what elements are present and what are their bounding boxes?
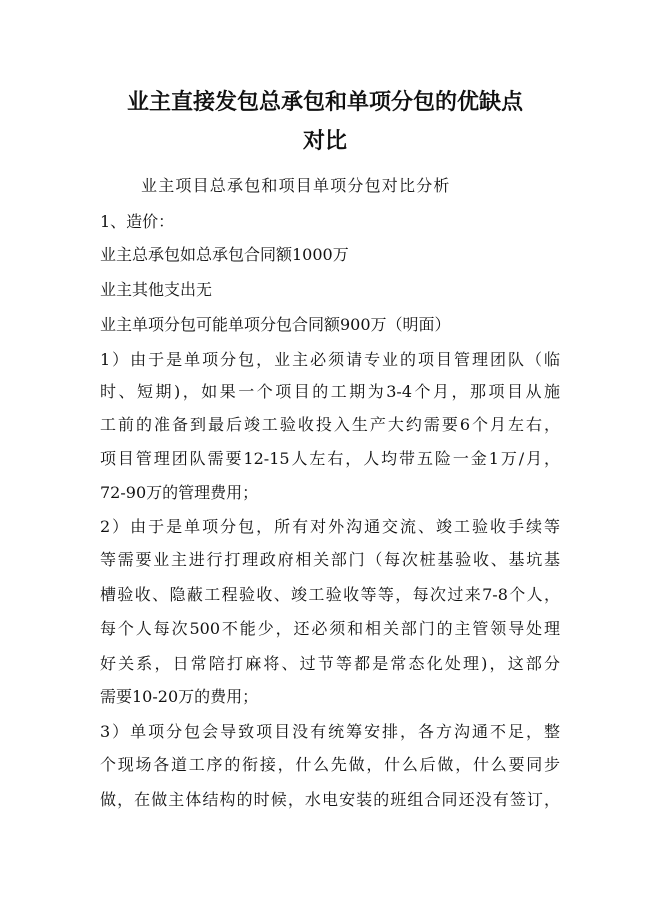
text-line: 业主单项分包可能单项分包合同额900万（明面） (100, 315, 451, 334)
text-line: 1）由于是单项分包，业主必须请专业的项目管理团队（临 (100, 350, 560, 369)
text-line: 业主总承包如总承包合同额1000万 (100, 245, 349, 264)
text-line: 项目管理团队需要12-15人左右，人均带五险一金1万/月， (100, 449, 560, 468)
text-line: 工前的准备到最后竣工验收投入生产大约需要6个月左右， (100, 415, 560, 434)
text-line: 等需要业主进行打理政府相关部门（每次桩基验收、基坑基 (100, 550, 560, 569)
text-line: 槽验收、隐蔽工程验收、竣工验收等等，每次过来7-8个人， (100, 585, 560, 604)
text-line: 72-90万的管理费用； (100, 483, 259, 502)
text-line: 业主其他支出无 (100, 280, 213, 299)
text-line: 好关系，日常陪打麻将、过节等都是常态化处理)，这部分 (100, 654, 560, 673)
text-line: 需要10-20万的费用； (100, 687, 259, 706)
text-line: 个现场各道工序的衔接，什么先做，什么后做，什么要同步 (100, 755, 560, 774)
document-title-line-1: 业主直接发包总承包和单项分包的优缺点 (126, 90, 523, 115)
text-line: 每个人每次500不能少，还必须和相关部门的主管领导处理 (100, 619, 560, 638)
text-line: 做，在做主体结构的时候，水电安装的班组合同还没有签订， (100, 790, 560, 809)
document-subtitle: 业主项目总承包和项目单项分包对比分析 (141, 176, 451, 195)
document-title-line-2: 对比 (302, 129, 347, 154)
section-heading-cost: 1、造价： (100, 212, 175, 231)
text-line: 3）单项分包会导致项目没有统筹安排，各方沟通不足，整 (100, 722, 560, 741)
text-line: 时、短期)，如果一个项目的工期为3-4个月，那项目从施 (100, 382, 560, 401)
text-line: 2）由于是单项分包，所有对外沟通交流、竣工验收手续等 (100, 517, 560, 536)
